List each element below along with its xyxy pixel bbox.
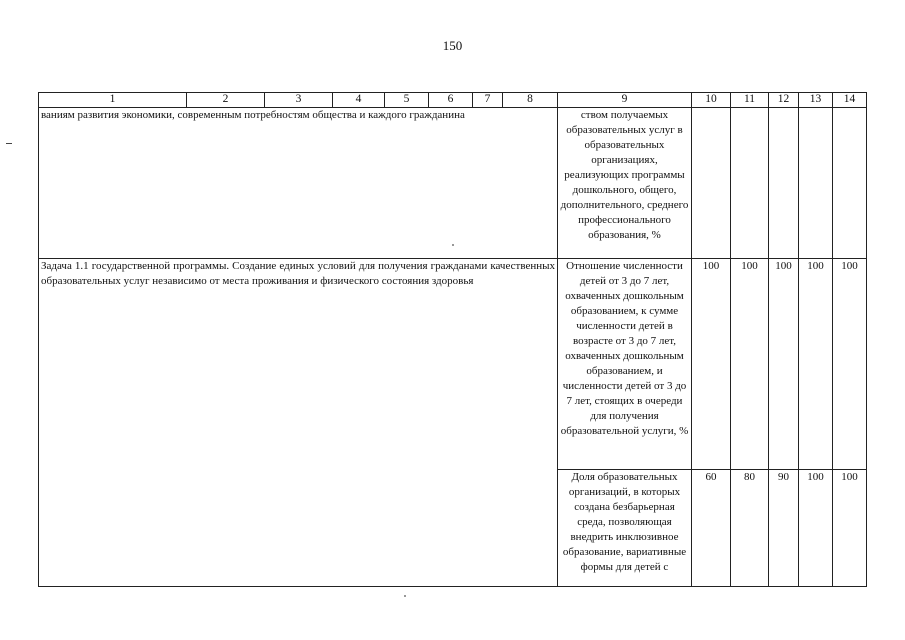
value-cell: 80 xyxy=(731,470,769,587)
margin-mark xyxy=(6,143,12,144)
table-row xyxy=(39,259,867,470)
column-number: 5 xyxy=(385,93,429,108)
column-number: 6 xyxy=(429,93,473,108)
value-cell: 60 xyxy=(692,470,731,587)
value-cell: 100 xyxy=(833,259,867,470)
column-number-row xyxy=(39,93,867,108)
column-number: 10 xyxy=(692,93,731,108)
column-number: 2 xyxy=(187,93,265,108)
value-cell: 100 xyxy=(833,470,867,587)
indicator-table xyxy=(38,92,867,587)
column-number: 12 xyxy=(769,93,799,108)
task-cell: ваниям развития экономики, современным потребностям общества и каждого гражданина xyxy=(39,108,558,259)
value-cell: 100 xyxy=(799,259,833,470)
task-cell: Задача 1.1 государственной программы. Создание единых условий для получения гражданами качественных образовательных услуг независимо от места проживания и физического состояния здоровья xyxy=(39,259,558,587)
value-cell xyxy=(769,108,799,259)
scan-speck xyxy=(404,595,406,597)
table-row xyxy=(39,108,867,259)
value-cell: 100 xyxy=(799,470,833,587)
value-cell xyxy=(692,108,731,259)
value-cell xyxy=(799,108,833,259)
column-number: 9 xyxy=(558,93,692,108)
page-number: 150 xyxy=(442,38,463,53)
indicator-cell: Отношение численности детей от 3 до 7 лет, охваченных дошкольным образованием, к сумме численности детей в возрасте от 3 до 7 лет, охваченных дошкольным образованием, и численности детей от 3 до 7 лет, стоящих в очереди для получения образовательной услуги, % xyxy=(558,259,692,470)
value-cell xyxy=(731,108,769,259)
column-number: 14 xyxy=(833,93,867,108)
column-number: 3 xyxy=(265,93,333,108)
column-number: 4 xyxy=(333,93,385,108)
column-number: 7 xyxy=(473,93,503,108)
value-cell: 90 xyxy=(769,470,799,587)
indicator-cell: ством получаемых образовательных услуг в образовательных организациях, реализующих программы дошкольного, общего, дополнительного, среднего профессионального образования, % xyxy=(558,108,692,259)
column-number: 1 xyxy=(39,93,187,108)
indicator-cell: Доля образовательных организаций, в которых создана безбарьерная среда, позволяющая внедрить инклюзивное образование, вариативные формы для детей с xyxy=(558,470,692,587)
value-cell: 100 xyxy=(692,259,731,470)
column-number: 11 xyxy=(731,93,769,108)
value-cell: 100 xyxy=(769,259,799,470)
column-number: 13 xyxy=(799,93,833,108)
column-number: 8 xyxy=(503,93,558,108)
value-cell xyxy=(833,108,867,259)
value-cell: 100 xyxy=(731,259,769,470)
